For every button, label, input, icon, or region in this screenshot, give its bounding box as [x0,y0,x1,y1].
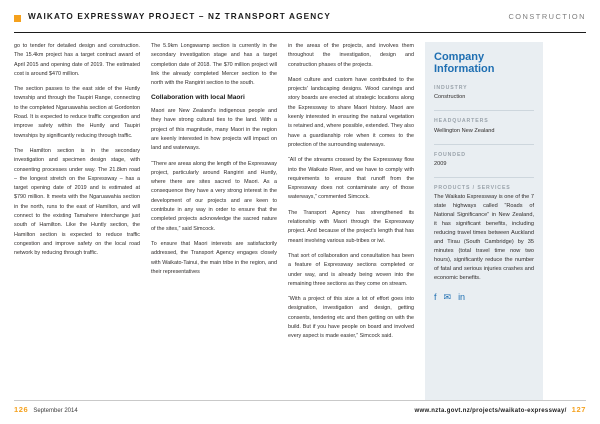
column-3 [288,42,414,400]
header-title [14,12,331,21]
paragraph: The Hamilton section is in the secondary investigation and specimen design stage, with consenting processes under way. The 21.8km road – the longest stretch on the Expressway – has a target opening date of 2019 and is estimated at $790 million. It meets with the Ngaruawahia section in the north, runs to the east of Hamilton, and will connect to the existing Tamahere interchange just south of Hamilton. Like the Huntly section, the Hamilton section is expected to reduce traffic congestion and improve safety on the local road network by reducing through traffic. [14,147,140,257]
sidebar-label-founded: FOUNDED [434,151,466,158]
page-header [14,10,586,33]
sidebar-divider [434,177,534,178]
sidebar-divider [434,110,534,111]
project-url[interactable]: www.nzta.govt.nz/projects/waikato-expressway/ [414,408,567,414]
paragraph: Maori are New Zealand's indigenous people and they have strong cultural ties to the land. With a project of this magnitude, many Maori in the region are keenly interested in how projects will impact on land and waterways. [151,108,277,152]
sidebar-title: Company Information [434,51,495,76]
footer-right [414,405,586,414]
linkedin-icon[interactable]: in [458,291,466,302]
sidebar-value-founded: 2009 [434,161,447,167]
issue-date: September 2014 [33,408,78,414]
page-footer [14,400,586,414]
company-information-sidebar [425,42,543,400]
paragraph: in the areas of the projects, and involves them throughout the investigation, design and construction phases of the projects. [288,43,414,68]
sidebar-value-industry: Construction [434,94,466,101]
page-number-right: 127 [571,405,586,414]
social-links [434,293,534,302]
paragraph: The section passes to the east side of the Huntly township and through the Taupiri Range, connecting to the completed Ngaruawahia section at Gordonton Road. It is expected to reduce traffic congestion and improve safety within the Huntly and Taupiri townships by significantly reducing through traffic. [14,86,140,139]
paragraph: “There are areas along the length of the Expressway project, particularly around Rangiriri and Huntly, where there are sites sacred to Maori. As a consequence they have a very strong interest in the development of our projects and are keen to contribute in any way in order to ensure that the completed projects acknowledge the sacred nature of the sites,” said Simcock. [151,160,277,232]
facebook-icon[interactable]: f [434,291,437,302]
paragraph: That sort of collaboration and consultation has been a feature of Expressway sections completed or under way, and is already being woven into the remaining three sections as they come on stream. [288,252,414,287]
section-subheading: Collaboration with local Maori [151,94,245,102]
column-2 [151,42,277,400]
header-section-label: CONSTRUCTION [508,12,586,21]
sidebar-label-headquarters: HEADQUARTERS [434,118,489,125]
paragraph: The 5.9km Longswamp section is currently in the secondary investigation stage and has a target completion date of 2018. The $70 million project will link the already completed Mercer section to the north with the Rangiriri section to the south. [151,43,277,87]
paragraph: go to tender for detailed design and construction. The 15.4km project has a target contract award of April 2015 and opening date of 2019. The estimated cost is around $470 million. [14,43,140,77]
sidebar-value-headquarters: Wellington New Zealand [434,127,495,134]
sidebar-label-industry: INDUSTRY [434,84,468,91]
paragraph: Maori culture and custom have contributed to the projects' landscaping designs. Wood carvings and story boards are erected at strategic locations along the Expressway to share Maori history. Maori are keenly interested in ensuring the natural vegetation is retained and, where possible, extended. They also have a guardianship role when it comes to the protection of the surrounding waterways. [288,76,414,148]
paragraph: To ensure that Maori interests are satisfactorily addressed, the Transport Agency engages closely with Waikato-Tainui, the main tribe in the region, and their representatives [151,240,277,275]
page-content [14,42,586,400]
orange-square-icon [14,15,21,22]
header-title-text: WAIKATO EXPRESSWAY PROJECT – NZ TRANSPORT AGENCY [28,12,331,21]
footer-left [14,405,78,414]
sidebar-divider [434,144,534,145]
twitter-icon[interactable]: ✉ [443,291,452,302]
column-1 [14,42,140,400]
sidebar-label-products-services: PRODUCTS / SERVICES [434,184,511,191]
paragraph: The Transport Agency has strengthened its relationship with Maori through the Expressway project. And because of the project's length that has meant involving various sub-tribes or iwi. [288,209,414,244]
sidebar-value-products-services: The Waikato Expressway is one of the 7 state highways called “Roads of National Significance” in New Zealand, it has significant benefits, including reducing travel times between Auckland and Tirau (South Cambridge) by 35 minutes (total travel time now two hours), significantly reduce the number of fatal and serious injuries crashes and economic benefits. [434,194,534,281]
paragraph: “With a project of this size a lot of effort goes into designation, investigation and design, getting consents, tendering etc and then getting on with the build. But if you have people on board and involved every aspect is made easier,” Simcock said. [288,296,414,340]
paragraph: “All of the streams crossed by the Expressway flow into the Waikato River, and we have to comply with requirements to ensure that runoff from the Expressway does not contaminate any of those waterways,” commented Simcock. [288,157,414,201]
page-number-left: 126 [14,405,29,414]
